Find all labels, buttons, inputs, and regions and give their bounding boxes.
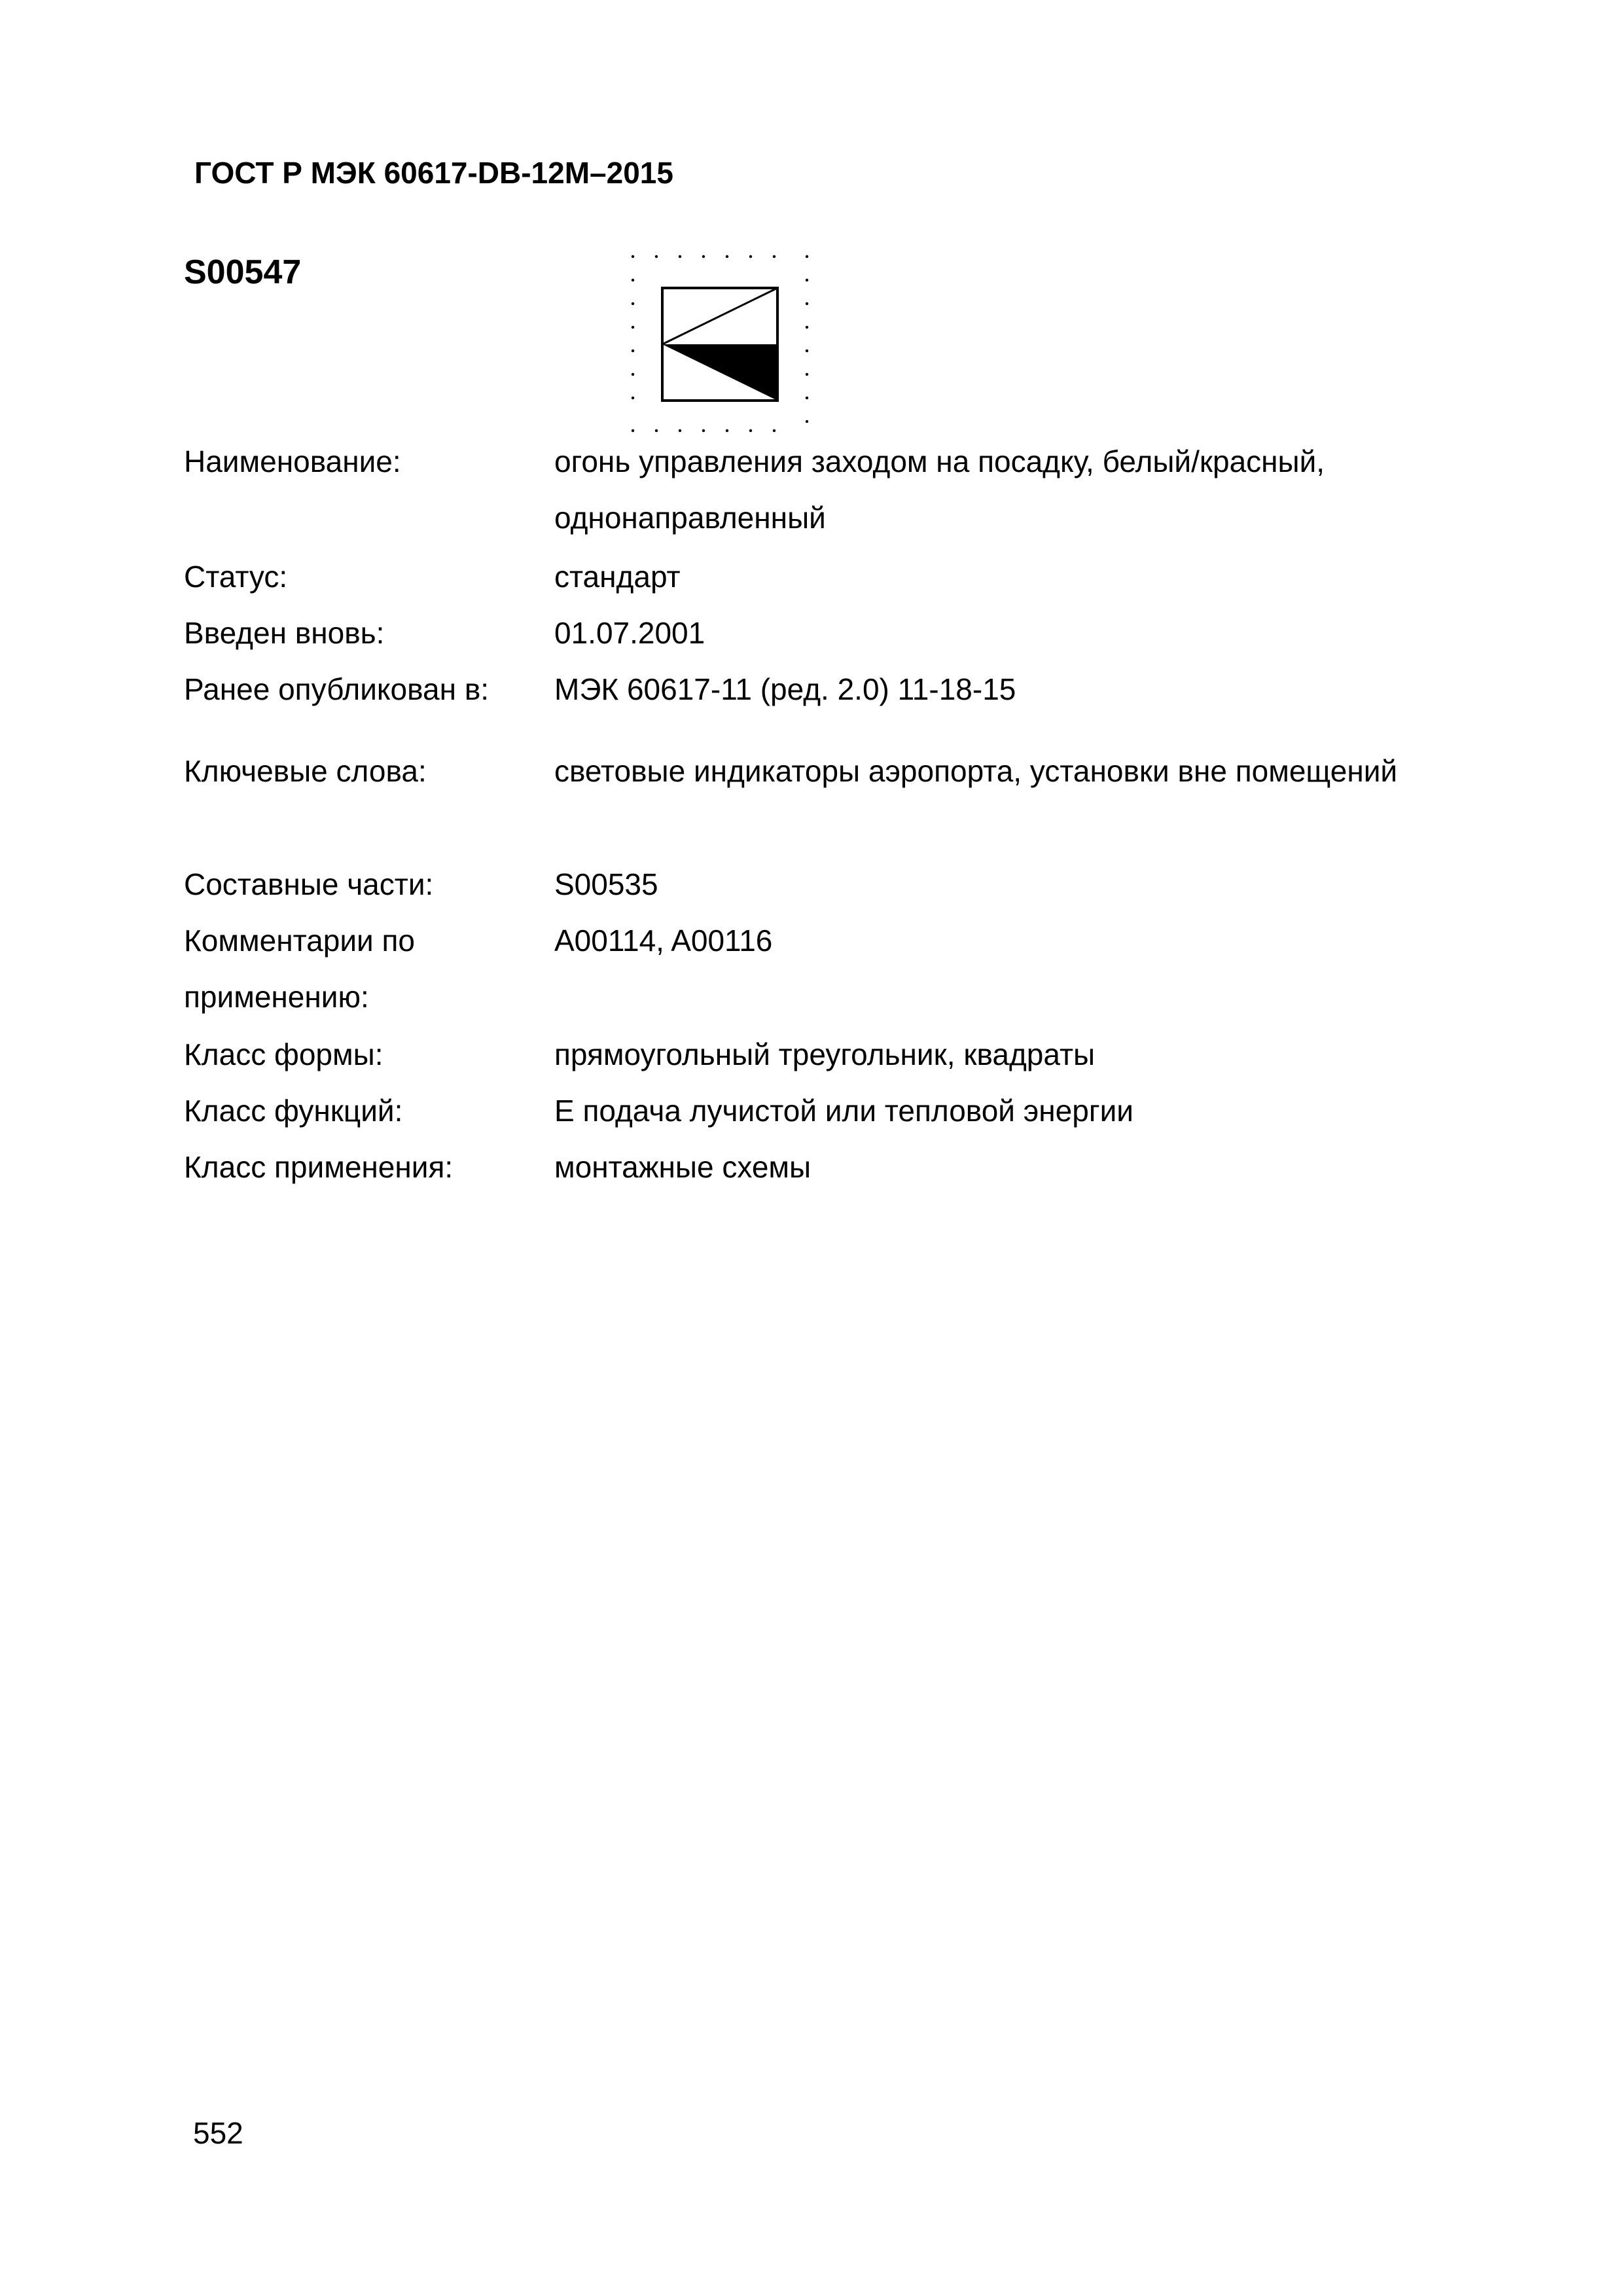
field-value: МЭК 60617-11 (ред. 2.0) 11-18-15: [554, 672, 1016, 706]
field-value: A00114, A00116: [554, 924, 773, 958]
symbol-code: S00547: [184, 253, 302, 291]
field-value: S00535: [554, 867, 658, 901]
field-value: стандарт: [554, 560, 681, 594]
field-value: прямоугольный треугольник, квадраты: [554, 1037, 1096, 1071]
field-value: огонь управления заходом на посадку, белый/красный, однонаправленный: [554, 444, 1325, 535]
page-number: 552: [193, 2116, 243, 2150]
field-label: Наименование:: [184, 444, 401, 478]
field-label: Ключевые слова:: [184, 754, 427, 788]
field-label: Класс формы:: [184, 1037, 383, 1071]
field-value: монтажные схемы: [554, 1150, 812, 1184]
field-label: Введен вновь:: [184, 616, 385, 650]
field-label: Статус:: [184, 560, 288, 594]
field-label: Ранее опубликован в:: [184, 672, 490, 706]
field-label: Класс функций:: [184, 1094, 403, 1128]
field-value: E подача лучистой или тепловой энергии: [554, 1094, 1133, 1128]
field-label: Комментарии по применению:: [184, 924, 415, 1014]
field-value: световые индикаторы аэропорта, установки вне помещений: [554, 754, 1398, 788]
field-label: Составные части:: [184, 867, 434, 901]
approach-light-symbol-icon: [625, 249, 815, 439]
field-value: 01.07.2001: [554, 616, 705, 650]
document-header: ГОСТ Р МЭК 60617-DB-12M–2015: [194, 156, 673, 190]
field-label: Класс применения:: [184, 1150, 454, 1184]
